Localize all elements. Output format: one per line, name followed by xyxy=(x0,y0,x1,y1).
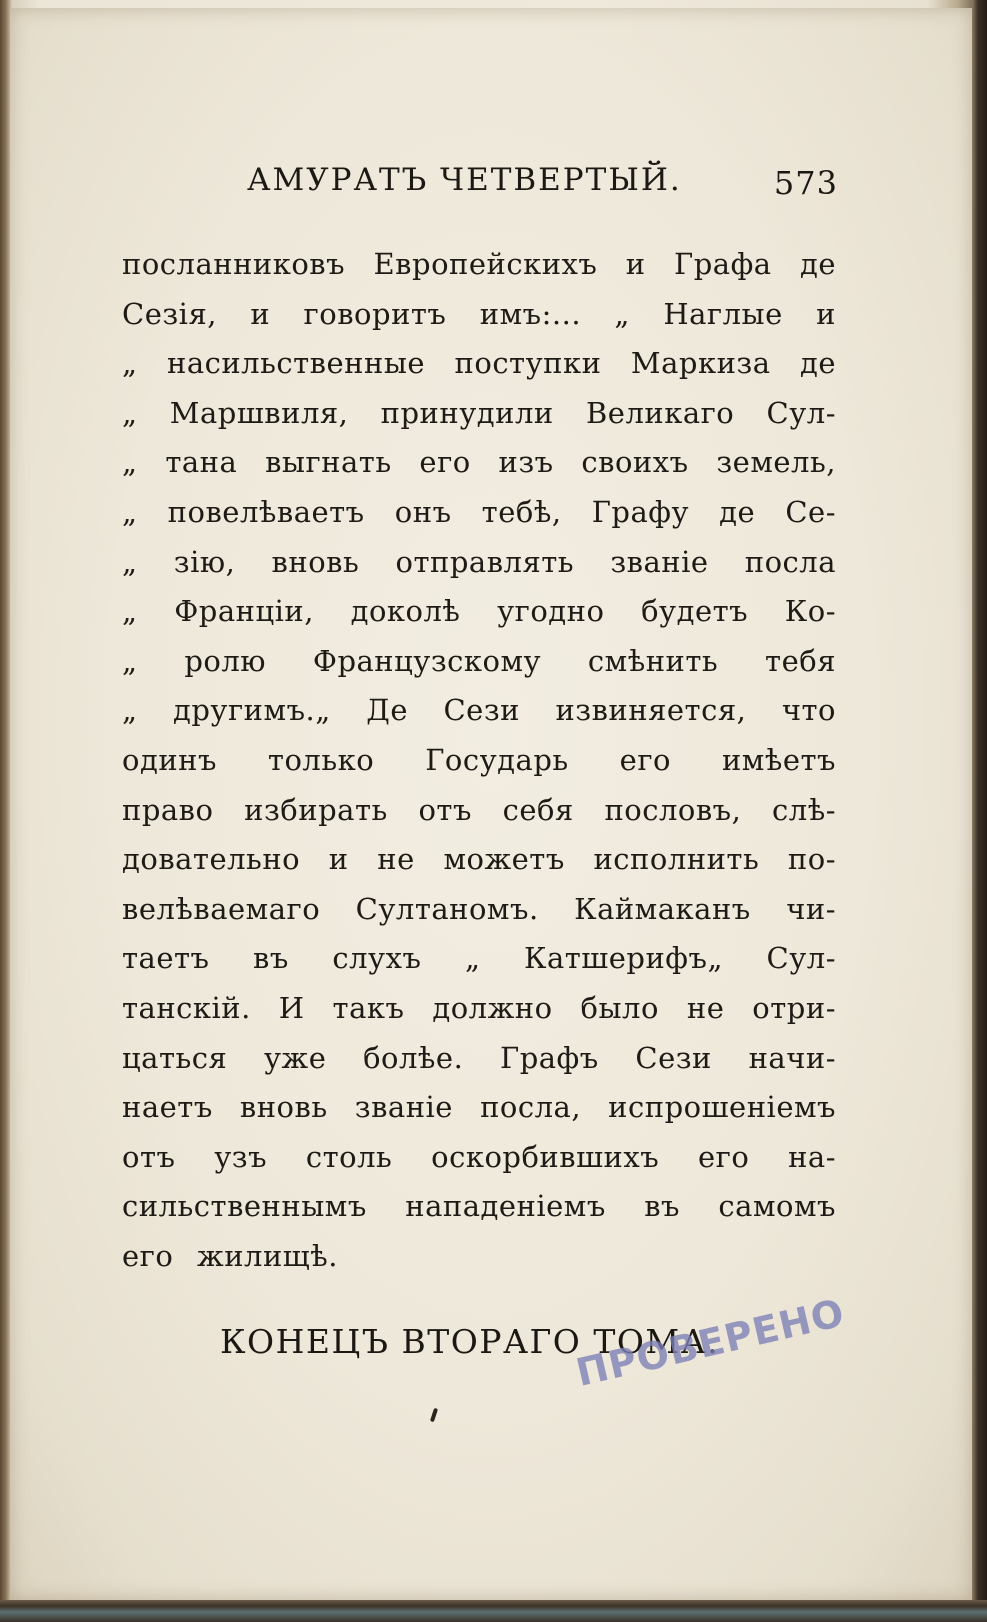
text-line: „ зію, вновь отправлять званіе посла xyxy=(122,544,836,579)
text-line: „ насильственные поступки Маркиза де xyxy=(122,346,836,381)
text-line: наетъ вновь званіе посла, испрошеніемъ xyxy=(122,1090,836,1125)
text-line: „ ролю Французскому смѣнить тебя xyxy=(122,643,836,678)
ink-speck xyxy=(430,1408,438,1423)
page-number: 573 xyxy=(773,164,838,202)
text-line: сильственнымъ нападеніемъ въ самомъ xyxy=(122,1189,836,1224)
page-header xyxy=(120,158,838,208)
running-title: АМУРАТЪ ЧЕТВЕРТЫЙ. xyxy=(247,162,682,198)
text-line: отъ узъ столь оскорбившихъ его на- xyxy=(122,1139,836,1174)
body-text xyxy=(122,240,836,1281)
text-line: право избирать отъ себя пословъ, слѣ- xyxy=(122,792,836,827)
library-stamp: ПРОВЕРЕНО xyxy=(572,1290,849,1395)
text-line: таетъ въ слухъ „ Катшерифъ„ Сул- xyxy=(122,941,836,976)
text-line: „ Франціи, доколѣ угодно будетъ Ко- xyxy=(122,594,836,629)
text-line: танскій. И такъ должно было не отри- xyxy=(122,990,836,1025)
book-spine-edge xyxy=(972,0,987,1622)
text-line: велѣваемаго Султаномъ. Каймаканъ чи- xyxy=(122,891,836,926)
text-line: цаться уже болѣе. Графъ Сези начи- xyxy=(122,1040,836,1075)
text-line: Сезія, и говоритъ имъ:... „ Наглые и xyxy=(122,296,836,331)
book-bottom-edge xyxy=(0,1600,987,1622)
text-line-final: его жилищѣ. xyxy=(122,1238,338,1273)
text-line: „ Маршвиля, принудили Великаго Сул- xyxy=(122,395,836,430)
text-line: „ тана выгнать его изъ своихъ земель, xyxy=(122,445,836,480)
volume-end-label: КОНЕЦЪ ВТОРАГО ТОМА. xyxy=(220,1322,720,1361)
text-line: довательно и не можетъ исполнить по- xyxy=(122,842,836,877)
text-line: посланниковъ Европейскихъ и Графа де xyxy=(122,247,836,281)
text-line: одинъ только Государь его имѣетъ xyxy=(122,742,836,777)
text-line: „ другимъ.„ Де Сези извиняется, что xyxy=(122,693,836,728)
text-line: „ повелѣваетъ онъ тебѣ, Графу де Се- xyxy=(122,494,836,529)
